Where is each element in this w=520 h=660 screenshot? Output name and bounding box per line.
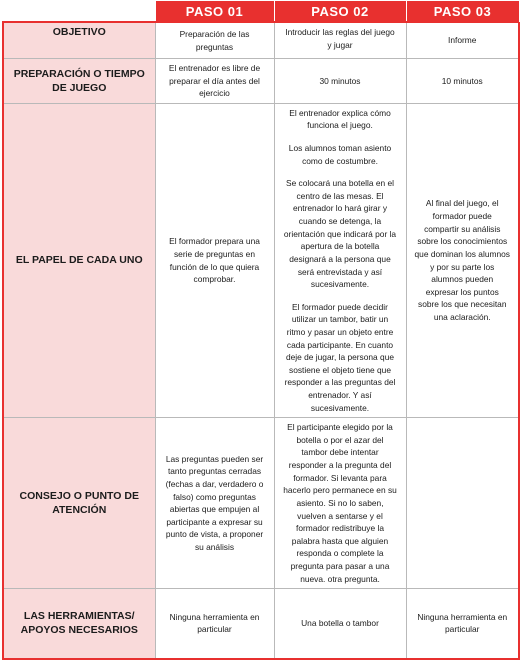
cell-text: El formador puede decidir utilizar un tambor, batir un ritmo y pasar un objeto entre cada participante. En cuanto deje de jugar, la persona que sostiene el objeto tiene que responder a las preguntas del entrenador. Y así sucesivamente.	[284, 301, 396, 413]
cell-text: Introducir las reglas del juego y jugar	[285, 27, 395, 50]
cell-text: Ninguna herramienta en particular	[169, 611, 260, 635]
header-divider	[2, 21, 518, 23]
row-label: PREPARACIÓN O TIEMPO DE JUEGO	[3, 59, 155, 104]
cell-text: Preparación de las preguntas	[179, 28, 250, 52]
row-herramientas	[3, 589, 519, 659]
cell-paso-03	[406, 59, 519, 104]
cell-paso-02	[274, 59, 406, 104]
row-label: LAS HERRAMIENTAS/ APOYOS NECESARIOS	[3, 589, 155, 659]
cell-text: El participante elegido por la botella o por el azar del tambor debe intentar responder a la pregunta del formador. Si levanta para hacerlo pero permanece en su asiento. Si no lo saben, vuelven a sentarse y el formador redistribuye la palabra hasta que alguien responda o complete la pregunta para pasar a una nueva. otra pregunta.	[283, 422, 397, 584]
cell-paso-01	[155, 589, 274, 659]
cell-text: Los alumnos toman asiento como de costumbre.	[288, 143, 392, 166]
cell-text: Informe	[448, 35, 477, 46]
cell-paso-02	[274, 103, 406, 417]
row-label: CONSEJO O PUNTO DE ATENCIÓN	[3, 418, 155, 589]
cell-paso-03	[406, 23, 519, 59]
cell-paso-02	[274, 418, 406, 589]
activity-table	[2, 0, 520, 660]
cell-text: Ninguna herramienta en particular	[417, 611, 508, 635]
cell-paso-01	[155, 59, 274, 104]
row-objetivo	[3, 23, 519, 59]
cell-text: El entrenador es libre de preparar el día antes del ejercicio	[168, 63, 261, 99]
header-row	[3, 1, 519, 23]
cell-paso-03	[406, 103, 519, 417]
header-corner	[3, 1, 155, 23]
row-consejo	[3, 418, 519, 589]
cell-paso-03	[406, 418, 519, 589]
cell-text: Una botella o tambor	[301, 618, 379, 629]
cell-paso-03	[406, 589, 519, 659]
cell-paso-02	[274, 589, 406, 659]
cell-text: 10 minutos	[441, 75, 483, 86]
cell-text: Al final del juego, el formador puede compartir su análisis sobre los conocimientos que dominan los alumnos y por su parte los alumnos pueden expresar los puntos sobre los que necesitan una aclaración.	[414, 198, 510, 322]
cell-paso-01	[155, 103, 274, 417]
header-paso-02: PASO 02	[274, 1, 406, 23]
row-preparacion	[3, 59, 519, 104]
cell-text: Las preguntas pueden ser tanto preguntas cerradas (fechas a dar, verdadero o falso) como preguntas abiertas que empujen al participante a expresar su punto de vista, a proponer su análisis	[165, 453, 264, 553]
cell-text: El entrenador explica cómo funciona el juego.	[289, 107, 391, 131]
header-paso-01: PASO 01	[155, 1, 274, 23]
cell-paso-02	[274, 23, 406, 59]
cell-text: Se colocará una botella en el centro de las mesas. El entrenador lo hará girar y cuando se detenga, la orientación que indicará por la apertura de la botella designará a la persona que será entrevistada y así sucesivamente.	[283, 178, 397, 290]
cell-text: El formador prepara una serie de preguntas en función de lo que quiera comprobar.	[169, 236, 260, 285]
cell-paso-01	[155, 418, 274, 589]
row-papel	[3, 103, 519, 417]
header-paso-03: PASO 03	[406, 1, 519, 23]
row-label: OBJETIVO	[3, 23, 155, 59]
row-label: EL PAPEL DE CADA UNO	[3, 103, 155, 417]
cell-text: 30 minutos	[319, 75, 361, 86]
cell-paso-01	[155, 23, 274, 59]
